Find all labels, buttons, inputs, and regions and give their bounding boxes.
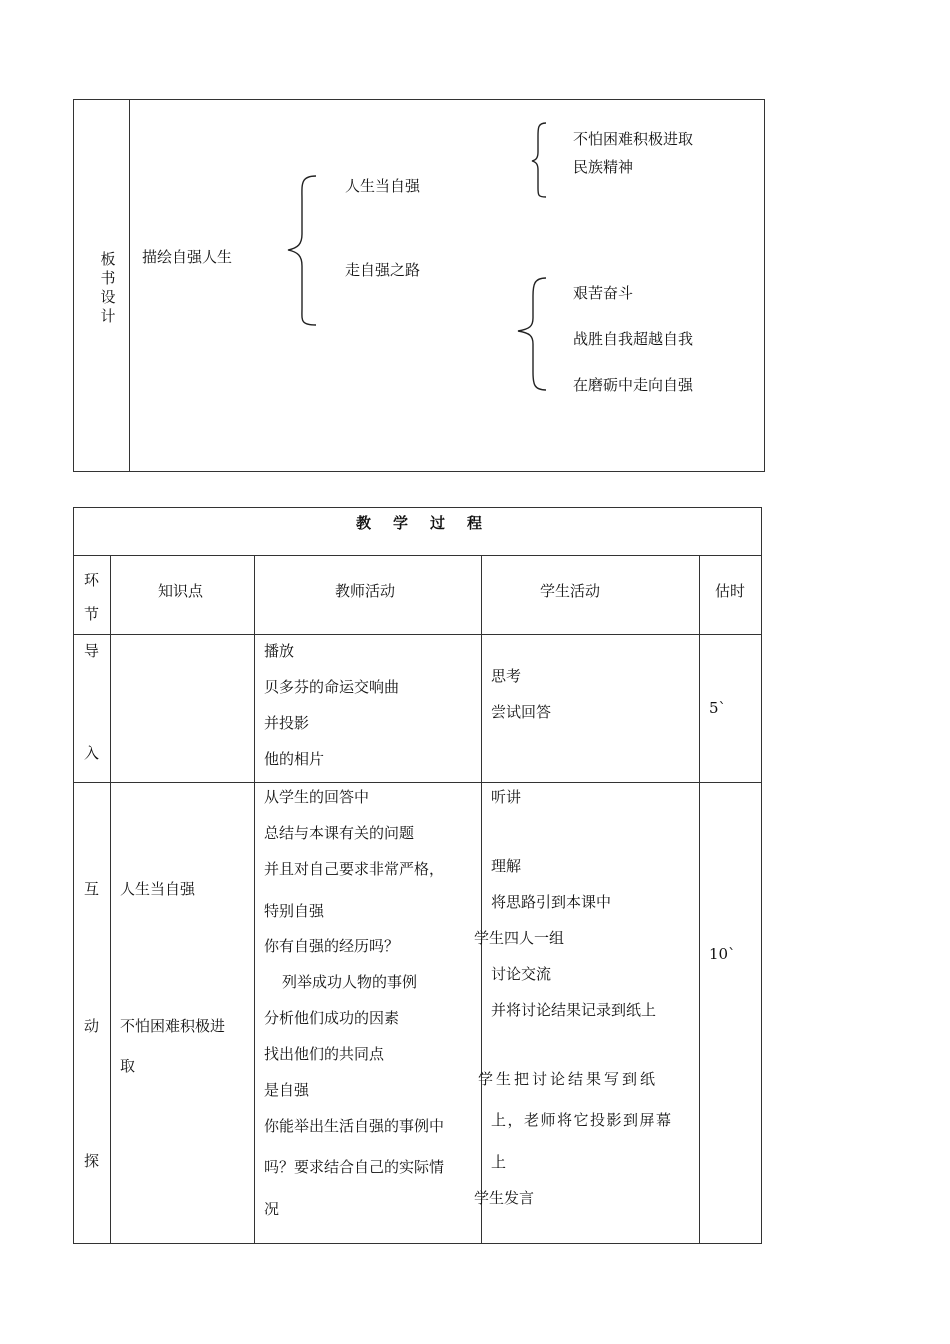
row2-student-line-2: 理解 bbox=[491, 857, 522, 875]
row2-stage-char-3: 探 bbox=[84, 1152, 100, 1170]
header-knowledge: 知识点 bbox=[158, 582, 204, 600]
process-table-title: 教学过程 bbox=[356, 514, 505, 532]
row2-teacher-line-7: 分析他们成功的因素 bbox=[264, 1009, 400, 1027]
row1-stage-char-1: 导 bbox=[84, 642, 100, 660]
row1-stage-char-2: 入 bbox=[84, 744, 100, 762]
header-student: 学生活动 bbox=[540, 582, 601, 600]
row1-teacher-line-4: 他的相片 bbox=[264, 750, 325, 768]
row2-student-line-7: 学生把讨论结果写到纸 bbox=[478, 1070, 659, 1088]
board-design-divider bbox=[129, 99, 130, 472]
board-branch-1: 人生当自强 bbox=[345, 177, 421, 195]
row2-student-line-8: 上，老师将它投影到屏幕 bbox=[491, 1111, 673, 1129]
row2-teacher-line-12: 况 bbox=[264, 1200, 280, 1218]
header-time: 估时 bbox=[715, 582, 746, 600]
board-root-topic: 描绘自强人生 bbox=[142, 248, 233, 266]
board-branch-2-item-2: 战胜自我超越自我 bbox=[573, 330, 694, 348]
row2-student-line-10: 学生发言 bbox=[474, 1189, 535, 1207]
row2-teacher-line-5: 你有自强的经历吗？ bbox=[264, 937, 400, 955]
row2-student-line-9: 上 bbox=[491, 1153, 507, 1171]
row1-time: 5` bbox=[709, 699, 727, 717]
row2-student-line-4: 学生四人一组 bbox=[474, 929, 565, 947]
row2-teacher-line-8: 找出他们的共同点 bbox=[264, 1045, 385, 1063]
row2-stage-char-2: 动 bbox=[84, 1017, 100, 1035]
row2-time: 10` bbox=[709, 945, 736, 963]
row2-teacher-line-9: 是自强 bbox=[264, 1081, 310, 1099]
board-design-label: 板书设计 bbox=[100, 250, 116, 325]
row2-teacher-line-6: 列举成功人物的事例 bbox=[282, 973, 418, 991]
header-teacher: 教师活动 bbox=[335, 582, 396, 600]
row2-teacher-line-2: 总结与本课有关的问题 bbox=[264, 824, 415, 842]
header-stage: 环节 bbox=[84, 571, 100, 623]
row2-knowledge-1: 人生当自强 bbox=[120, 880, 196, 898]
row2-student-line-3: 将思路引到本课中 bbox=[491, 893, 612, 911]
row2-student-line-5: 讨论交流 bbox=[491, 965, 552, 983]
row1-student-line-1: 思考 bbox=[491, 667, 522, 685]
row1-teacher-line-3: 并投影 bbox=[264, 714, 310, 732]
row2-teacher-line-3: 并且对自己要求非常严格， bbox=[264, 860, 445, 878]
row2-teacher-line-10: 你能举出生活自强的事例中 bbox=[264, 1117, 445, 1135]
board-branch-1-item-2: 民族精神 bbox=[573, 158, 634, 176]
row2-knowledge-2-line-2: 取 bbox=[120, 1057, 136, 1075]
row2-teacher-line-1: 从学生的回答中 bbox=[264, 788, 370, 806]
board-branch-2: 走自强之路 bbox=[345, 261, 421, 279]
row2-teacher-line-11: 吗？要求结合自己的实际情 bbox=[264, 1158, 445, 1176]
board-design-box bbox=[73, 99, 765, 472]
row2-teacher-line-4: 特别自强 bbox=[264, 902, 325, 920]
row2-student-line-6: 并将讨论结果记录到纸上 bbox=[491, 1001, 657, 1019]
row1-teacher-line-1: 播放 bbox=[264, 642, 295, 660]
row2-stage-char-1: 互 bbox=[84, 880, 100, 898]
row1-teacher-line-2: 贝多芬的命运交响曲 bbox=[264, 678, 400, 696]
row2-student-line-1: 听讲 bbox=[491, 788, 522, 806]
row2-knowledge-2-line-1: 不怕困难积极进 bbox=[120, 1017, 226, 1035]
board-branch-2-item-3: 在磨砺中走向自强 bbox=[573, 376, 694, 394]
row1-student-line-2: 尝试回答 bbox=[491, 703, 552, 721]
board-branch-1-item-1: 不怕困难积极进取 bbox=[573, 130, 694, 148]
board-branch-2-item-1: 艰苦奋斗 bbox=[573, 284, 634, 302]
